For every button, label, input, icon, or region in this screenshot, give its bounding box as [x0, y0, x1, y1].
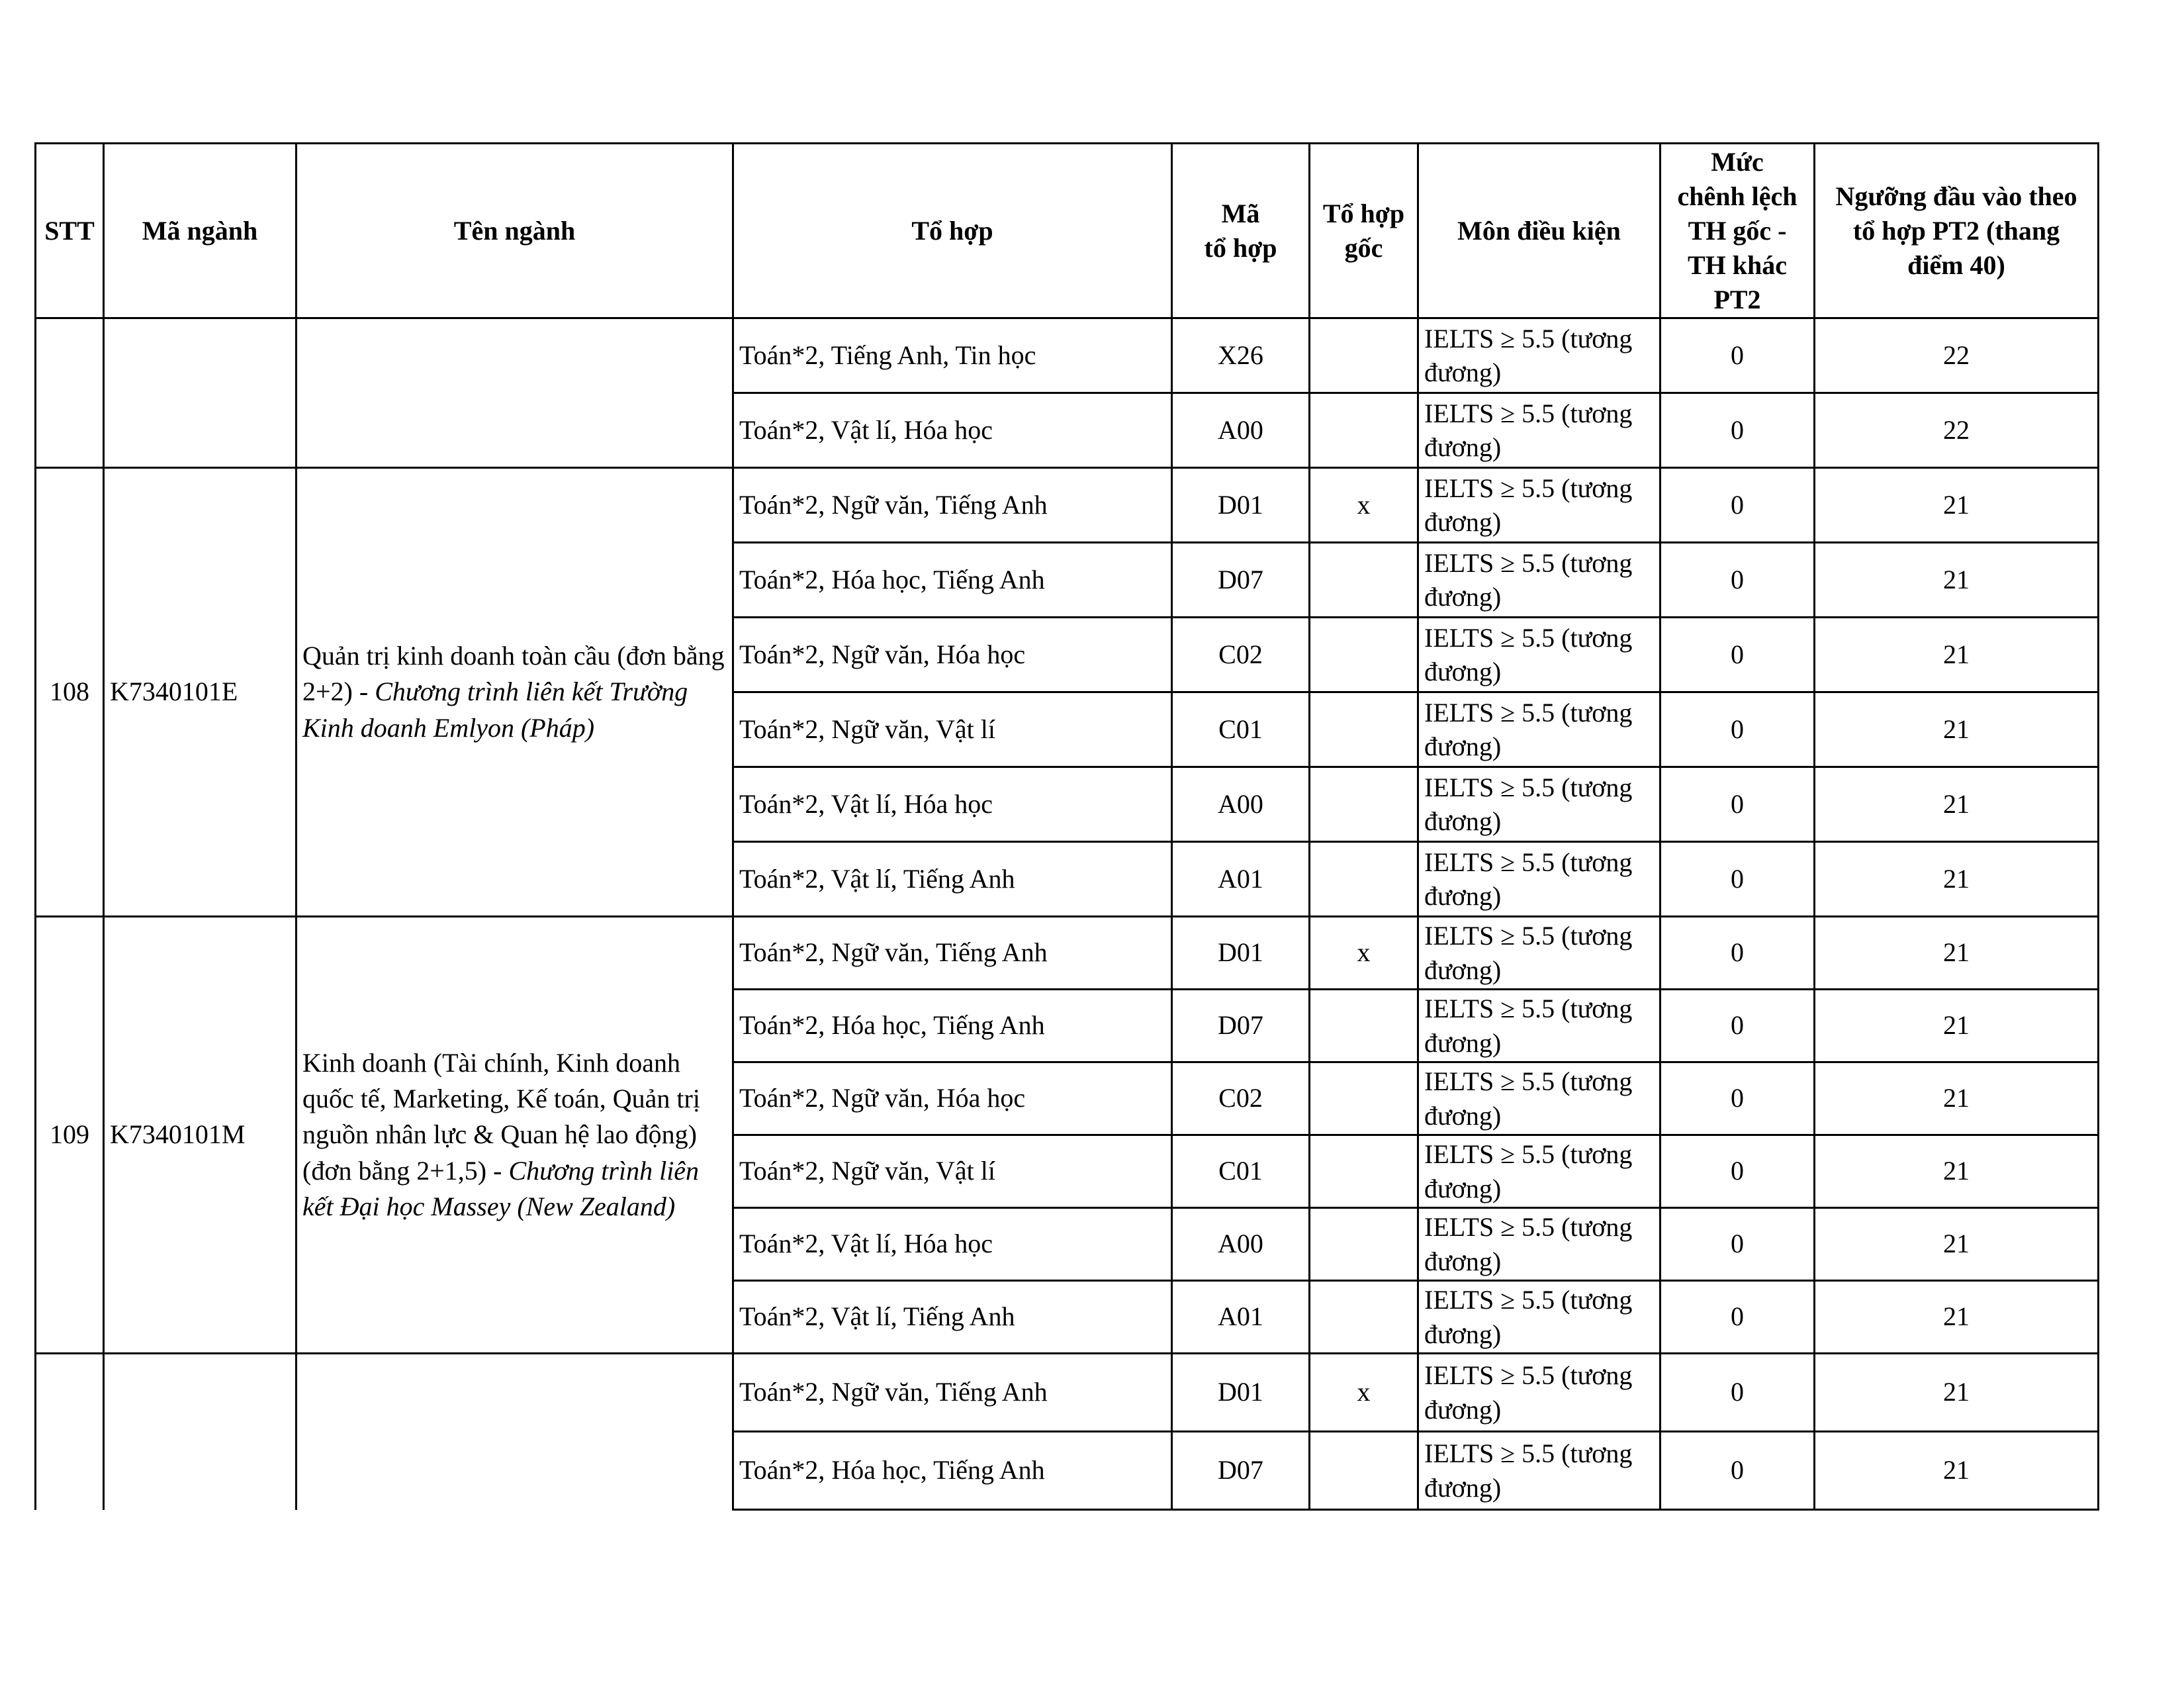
chenh-lech-cell: 0: [1661, 692, 1815, 767]
chenh-lech-cell: 0: [1661, 468, 1815, 543]
header-mon-dieu-kien: Môn điều kiện: [1418, 144, 1661, 318]
to-hop-goc-cell: x: [1310, 917, 1418, 990]
nguong-cell: 22: [1815, 318, 2099, 393]
to-hop-cell: Toán*2, Hóa học, Tiếng Anh: [733, 1432, 1172, 1510]
table-row: [36, 917, 2099, 990]
nguong-cell: 21: [1815, 468, 2099, 543]
chenh-lech-cell: 0: [1661, 842, 1815, 917]
nguong-cell: 21: [1815, 1432, 2099, 1510]
header-ten-nganh: Tên ngành: [296, 144, 733, 318]
to-hop-cell: Toán*2, Vật lí, Tiếng Anh: [733, 842, 1172, 917]
ma-to-hop-cell: A01: [1172, 1281, 1310, 1354]
ma-to-hop-cell: A00: [1172, 393, 1310, 468]
to-hop-goc-cell: [1310, 842, 1418, 917]
chenh-lech-cell: 0: [1661, 1135, 1815, 1208]
chenh-lech-cell: 0: [1661, 618, 1815, 692]
ma-to-hop-cell: A00: [1172, 1208, 1310, 1281]
nguong-cell: 21: [1815, 1062, 2099, 1135]
nguong-cell: 21: [1815, 1135, 2099, 1208]
header-row: [36, 144, 2099, 318]
chenh-lech-cell: 0: [1661, 1208, 1815, 1281]
nguong-cell: 21: [1815, 1354, 2099, 1432]
to-hop-cell: Toán*2, Hóa học, Tiếng Anh: [733, 543, 1172, 618]
ten-nganh-cell: [296, 318, 733, 468]
mon-dieu-kien-cell: IELTS ≥ 5.5 (tương đương): [1418, 1281, 1661, 1354]
mon-dieu-kien-cell: IELTS ≥ 5.5 (tương đương): [1418, 842, 1661, 917]
table-body: [36, 318, 2099, 1510]
to-hop-cell: Toán*2, Ngữ văn, Hóa học: [733, 618, 1172, 692]
to-hop-goc-cell: [1310, 318, 1418, 393]
ma-to-hop-cell: D07: [1172, 1432, 1310, 1510]
table-row: [36, 1354, 2099, 1432]
to-hop-goc-cell: [1310, 990, 1418, 1062]
ma-to-hop-cell: X26: [1172, 318, 1310, 393]
mon-dieu-kien-cell: IELTS ≥ 5.5 (tương đương): [1418, 1354, 1661, 1432]
ma-to-hop-cell: C01: [1172, 692, 1310, 767]
chenh-lech-cell: 0: [1661, 1281, 1815, 1354]
chenh-lech-cell: 0: [1661, 767, 1815, 842]
header-ma-to-hop: Mã tổ hợp: [1172, 144, 1310, 318]
ten-nganh-text: Quản trị kinh doanh toàn cầu (đơn bằng 2+2) -: [302, 640, 725, 707]
admission-table: [34, 142, 2099, 1511]
ma-to-hop-cell: A00: [1172, 767, 1310, 842]
ma-to-hop-cell: D01: [1172, 468, 1310, 543]
to-hop-goc-cell: [1310, 767, 1418, 842]
header-to-hop: Tổ hợp: [733, 144, 1172, 318]
chenh-lech-cell: 0: [1661, 1432, 1815, 1510]
ma-to-hop-cell: C01: [1172, 1135, 1310, 1208]
chenh-lech-cell: 0: [1661, 393, 1815, 468]
ten-nganh-cell: [296, 917, 733, 1354]
nguong-cell: 21: [1815, 1281, 2099, 1354]
stt-cell: 109: [36, 917, 104, 1354]
ten-nganh-program: Chương trình liên kết Đại học Massey (New Zealand): [302, 1155, 700, 1222]
to-hop-goc-cell: [1310, 393, 1418, 468]
to-hop-cell: Toán*2, Tiếng Anh, Tin học: [733, 318, 1172, 393]
header-muc-chenh-lech: Mức chênh lệch TH gốc - TH khác PT2: [1661, 144, 1815, 318]
nguong-cell: 21: [1815, 767, 2099, 842]
mon-dieu-kien-cell: IELTS ≥ 5.5 (tương đương): [1418, 767, 1661, 842]
nguong-cell: 21: [1815, 842, 2099, 917]
ma-to-hop-cell: A01: [1172, 842, 1310, 917]
nguong-cell: 22: [1815, 393, 2099, 468]
nguong-cell: 21: [1815, 692, 2099, 767]
chenh-lech-cell: 0: [1661, 990, 1815, 1062]
to-hop-goc-cell: [1310, 1281, 1418, 1354]
header-to-hop-goc: Tổ hợp gốc: [1310, 144, 1418, 318]
mon-dieu-kien-cell: IELTS ≥ 5.5 (tương đương): [1418, 692, 1661, 767]
chenh-lech-cell: 0: [1661, 543, 1815, 618]
mon-dieu-kien-cell: IELTS ≥ 5.5 (tương đương): [1418, 1208, 1661, 1281]
ma-to-hop-cell: D07: [1172, 990, 1310, 1062]
mon-dieu-kien-cell: IELTS ≥ 5.5 (tương đương): [1418, 618, 1661, 692]
table-row: [36, 318, 2099, 393]
mon-dieu-kien-cell: IELTS ≥ 5.5 (tương đương): [1418, 1135, 1661, 1208]
mon-dieu-kien-cell: IELTS ≥ 5.5 (tương đương): [1418, 468, 1661, 543]
header-ma-nganh: Mã ngành: [104, 144, 296, 318]
chenh-lech-cell: 0: [1661, 917, 1815, 990]
to-hop-cell: Toán*2, Vật lí, Hóa học: [733, 393, 1172, 468]
to-hop-cell: Toán*2, Vật lí, Hóa học: [733, 1208, 1172, 1281]
ma-to-hop-cell: D01: [1172, 1354, 1310, 1432]
to-hop-cell: Toán*2, Vật lí, Hóa học: [733, 767, 1172, 842]
stt-cell: [36, 1354, 104, 1510]
stt-cell: [36, 318, 104, 468]
to-hop-goc-cell: x: [1310, 468, 1418, 543]
to-hop-cell: Toán*2, Hóa học, Tiếng Anh: [733, 990, 1172, 1062]
to-hop-cell: Toán*2, Ngữ văn, Tiếng Anh: [733, 468, 1172, 543]
to-hop-cell: Toán*2, Ngữ văn, Vật lí: [733, 1135, 1172, 1208]
nguong-cell: 21: [1815, 917, 2099, 990]
mon-dieu-kien-cell: IELTS ≥ 5.5 (tương đương): [1418, 917, 1661, 990]
chenh-lech-cell: 0: [1661, 1062, 1815, 1135]
to-hop-cell: Toán*2, Ngữ văn, Tiếng Anh: [733, 1354, 1172, 1432]
chenh-lech-cell: 0: [1661, 318, 1815, 393]
to-hop-goc-cell: x: [1310, 1354, 1418, 1432]
to-hop-goc-cell: [1310, 1432, 1418, 1510]
ma-to-hop-cell: D07: [1172, 543, 1310, 618]
ma-nganh-cell: K7340101E: [104, 468, 296, 917]
stt-cell: 108: [36, 468, 104, 917]
to-hop-goc-cell: [1310, 1208, 1418, 1281]
ma-nganh-cell: K7340101M: [104, 917, 296, 1354]
ten-nganh-text: Kinh doanh (Tài chính, Kinh doanh quốc tế, Marketing, Kế toán, Quản trị nguồn nhân lực & Quan hệ lao động) (đơn bằng 2+1,5) -: [302, 1047, 700, 1186]
mon-dieu-kien-cell: IELTS ≥ 5.5 (tương đương): [1418, 543, 1661, 618]
to-hop-cell: Toán*2, Vật lí, Tiếng Anh: [733, 1281, 1172, 1354]
ma-nganh-cell: [104, 318, 296, 468]
to-hop-goc-cell: [1310, 618, 1418, 692]
mon-dieu-kien-cell: IELTS ≥ 5.5 (tương đương): [1418, 318, 1661, 393]
mon-dieu-kien-cell: IELTS ≥ 5.5 (tương đương): [1418, 990, 1661, 1062]
to-hop-goc-cell: [1310, 692, 1418, 767]
chenh-lech-cell: 0: [1661, 1354, 1815, 1432]
header-nguong: Ngưỡng đầu vào theo tổ hợp PT2 (thang điểm 40): [1815, 144, 2099, 318]
nguong-cell: 21: [1815, 990, 2099, 1062]
mon-dieu-kien-cell: IELTS ≥ 5.5 (tương đương): [1418, 393, 1661, 468]
mon-dieu-kien-cell: IELTS ≥ 5.5 (tương đương): [1418, 1062, 1661, 1135]
to-hop-cell: Toán*2, Ngữ văn, Hóa học: [733, 1062, 1172, 1135]
to-hop-goc-cell: [1310, 1062, 1418, 1135]
header-stt: STT: [36, 144, 104, 318]
nguong-cell: 21: [1815, 1208, 2099, 1281]
mon-dieu-kien-cell: IELTS ≥ 5.5 (tương đương): [1418, 1432, 1661, 1510]
to-hop-cell: Toán*2, Ngữ văn, Vật lí: [733, 692, 1172, 767]
ma-nganh-cell: [104, 1354, 296, 1510]
ma-to-hop-cell: C02: [1172, 1062, 1310, 1135]
to-hop-goc-cell: [1310, 543, 1418, 618]
ma-to-hop-cell: C02: [1172, 618, 1310, 692]
ten-nganh-program: Chương trình liên kết Trường Kinh doanh Emlyon (Pháp): [302, 677, 688, 743]
ma-to-hop-cell: D01: [1172, 917, 1310, 990]
ten-nganh-cell: [296, 1354, 733, 1510]
table-row: [36, 468, 2099, 543]
to-hop-goc-cell: [1310, 1135, 1418, 1208]
ten-nganh-cell: [296, 468, 733, 917]
nguong-cell: 21: [1815, 543, 2099, 618]
to-hop-cell: Toán*2, Ngữ văn, Tiếng Anh: [733, 917, 1172, 990]
nguong-cell: 21: [1815, 618, 2099, 692]
